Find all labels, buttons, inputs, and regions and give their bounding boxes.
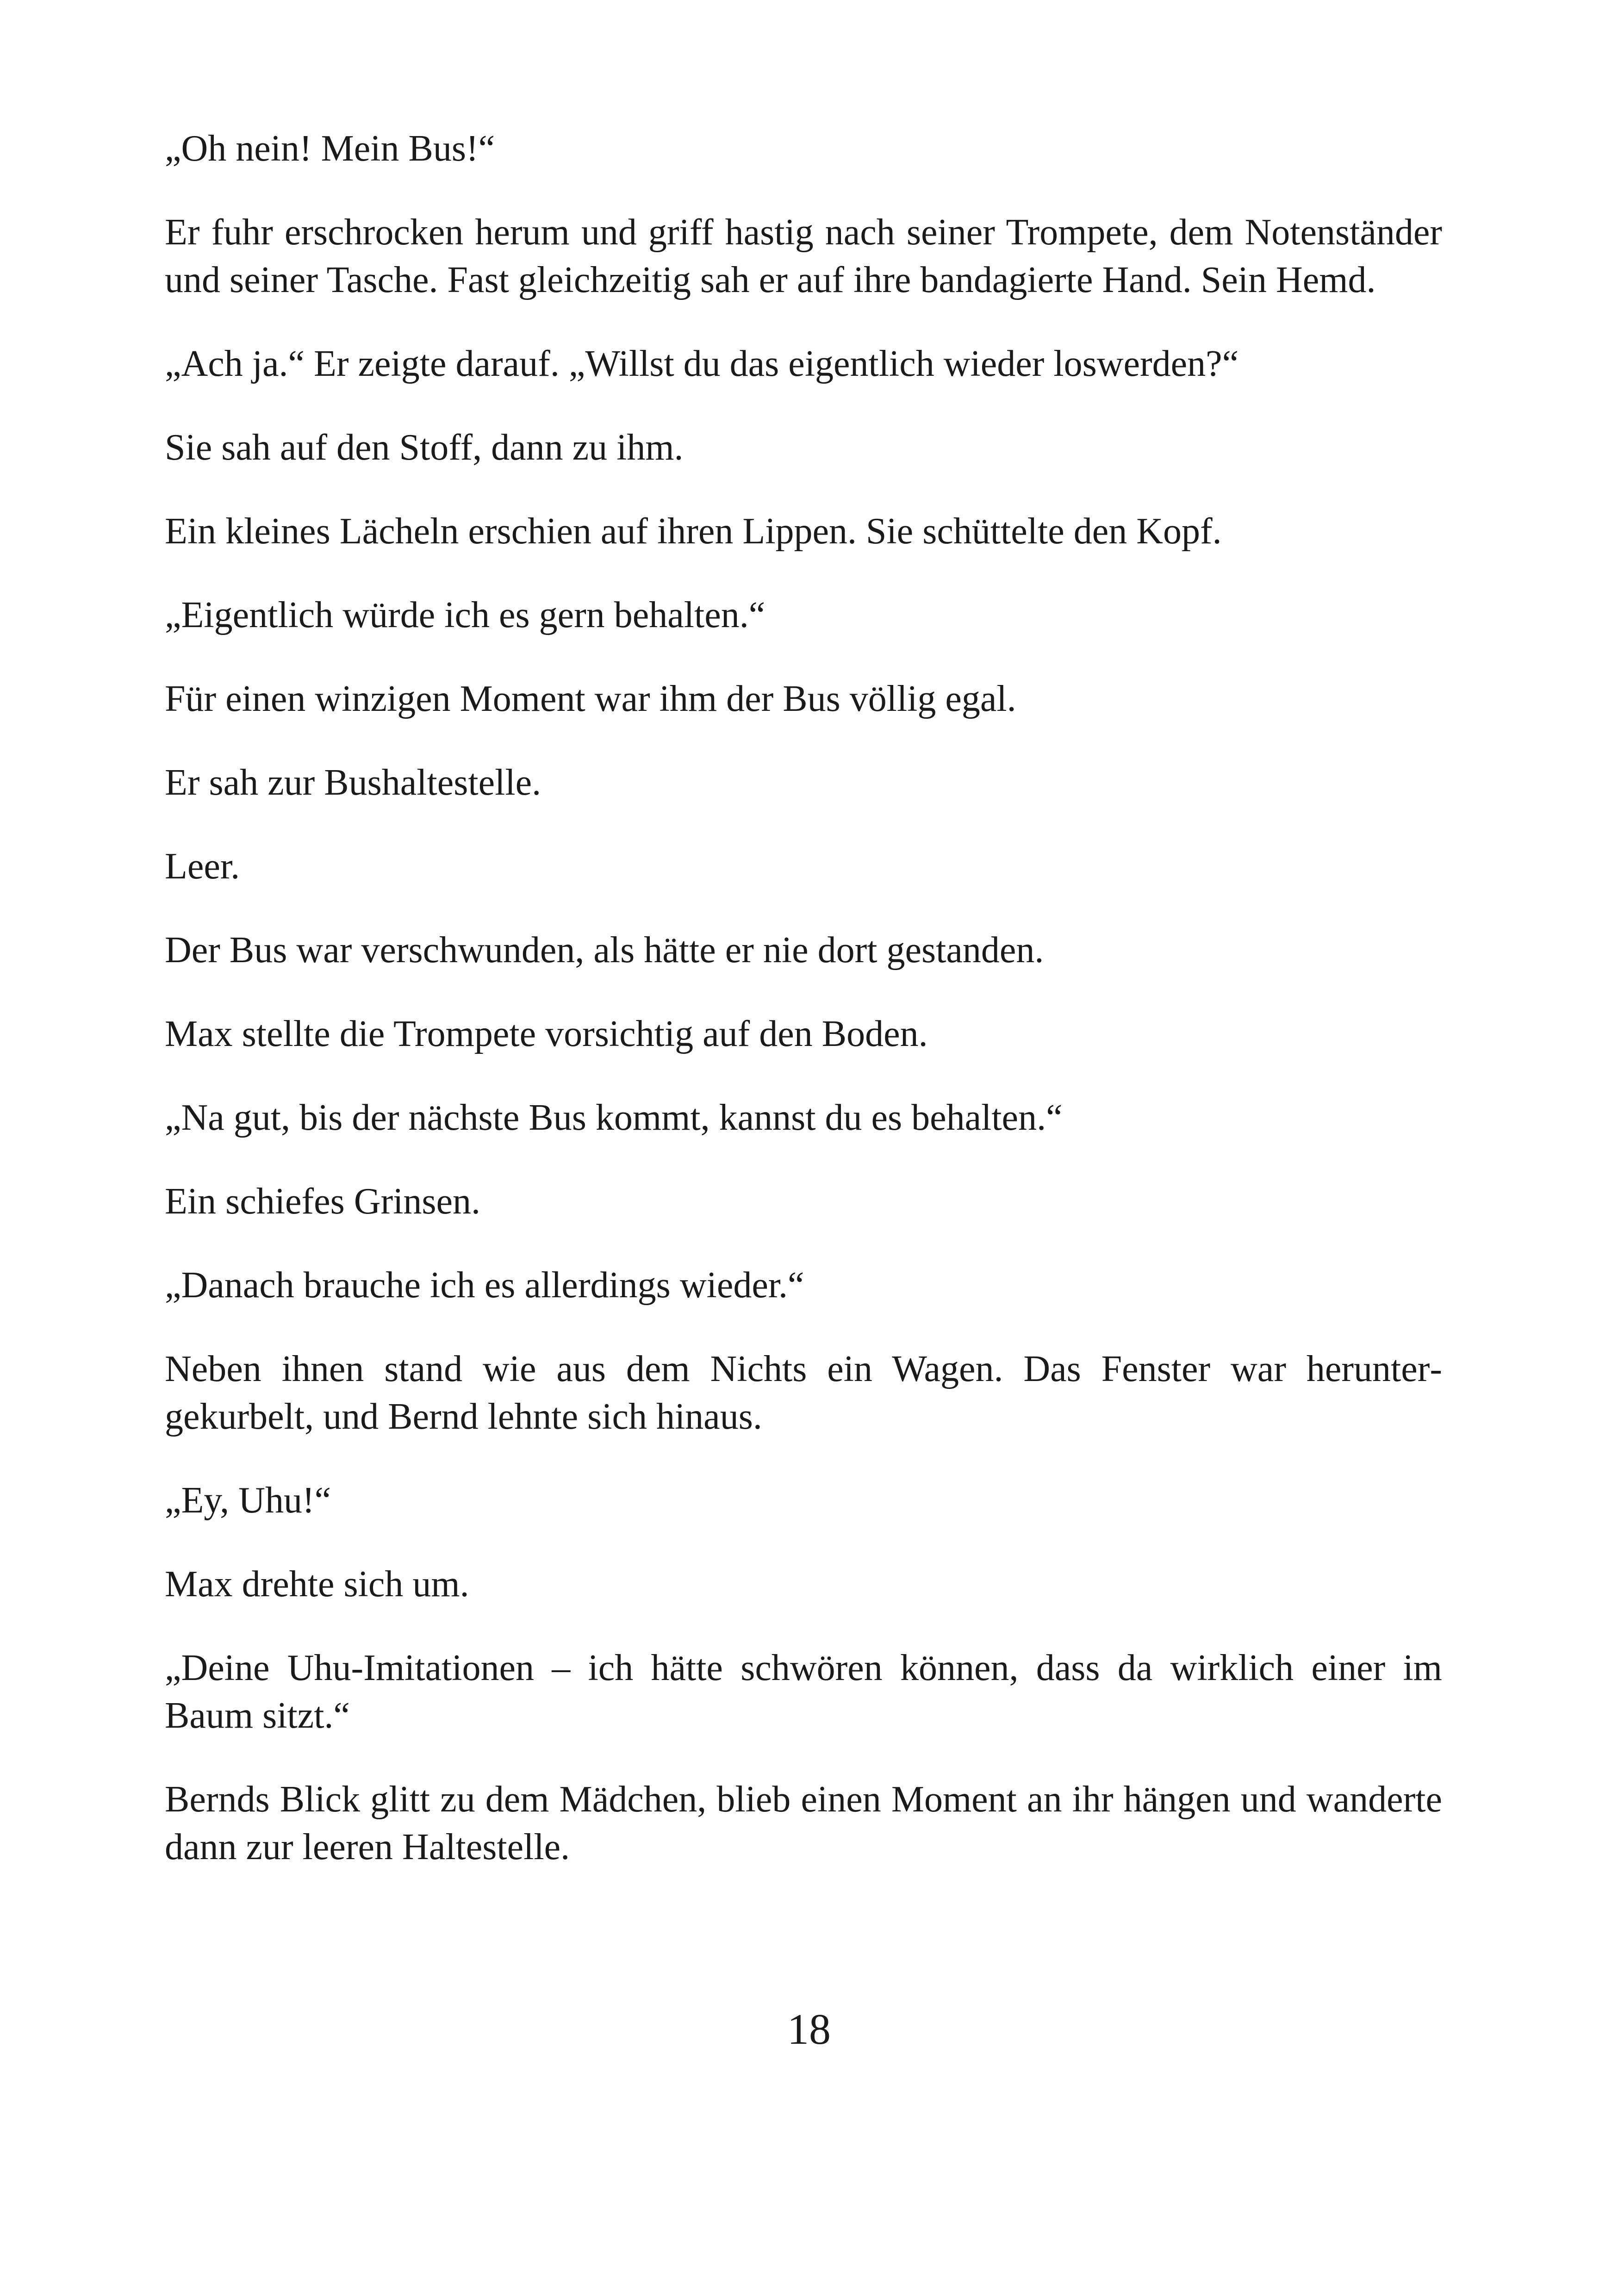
paragraph: Der Bus war verschwunden, als hätte er nie dort gestanden.	[165, 930, 1044, 971]
paragraph: Neben ihnen stand wie aus dem Nichts ein Wagen. Das Fenster war heruntergekurbelt, und Bernd lehnte sich hinaus.	[165, 1349, 1442, 1437]
paragraph: „Oh nein! Mein Bus!“	[165, 128, 495, 169]
paragraph: Für einen winzigen Moment war ihm der Bus völlig egal.	[165, 678, 1016, 719]
paragraph: Bernds Blick glitt zu dem Mädchen, blieb einen Moment an ihr hängen und wanderte dann zur leeren Haltestelle.	[165, 1779, 1442, 1867]
page-number: 18	[787, 2005, 831, 2053]
paragraph: „Danach brauche ich es allerdings wieder.“	[165, 1265, 804, 1306]
paragraph: Ein schiefes Grinsen.	[165, 1181, 481, 1222]
paragraph: Er sah zur Bushaltestelle.	[165, 762, 541, 803]
paragraph: Max drehte sich um.	[165, 1564, 469, 1605]
paragraph: Sie sah auf den Stoff, dann zu ihm.	[165, 427, 684, 468]
paragraph: „Eigentlich würde ich es gern behalten.“	[165, 595, 765, 635]
paragraph: Leer.	[165, 846, 240, 887]
paragraph: „Deine Uhu-Imitationen – ich hätte schwören können, dass da wirklich einer im Baum sitzt.“	[165, 1648, 1442, 1736]
paragraph: „Ey, Uhu!“	[165, 1480, 331, 1521]
paragraph: „Ach ja.“ Er zeigte darauf. „Willst du das eigentlich wieder loswerden?“	[165, 343, 1239, 384]
paragraph: Er fuhr erschrocken herum und griff hastig nach seiner Trompete, dem Notenständer und seiner Tasche. Fast gleichzeitig sah er auf ihre bandagierte Hand. Sein Hemd.	[165, 212, 1442, 300]
page-body	[165, 125, 1442, 1871]
paragraph: „Na gut, bis der nächste Bus kommt, kannst du es behalten.“	[165, 1097, 1063, 1138]
paragraph: Max stellte die Trompete vorsichtig auf den Boden.	[165, 1014, 928, 1054]
paragraph: Ein kleines Lächeln erschien auf ihren Lippen. Sie schüttelte den Kopf.	[165, 511, 1222, 552]
